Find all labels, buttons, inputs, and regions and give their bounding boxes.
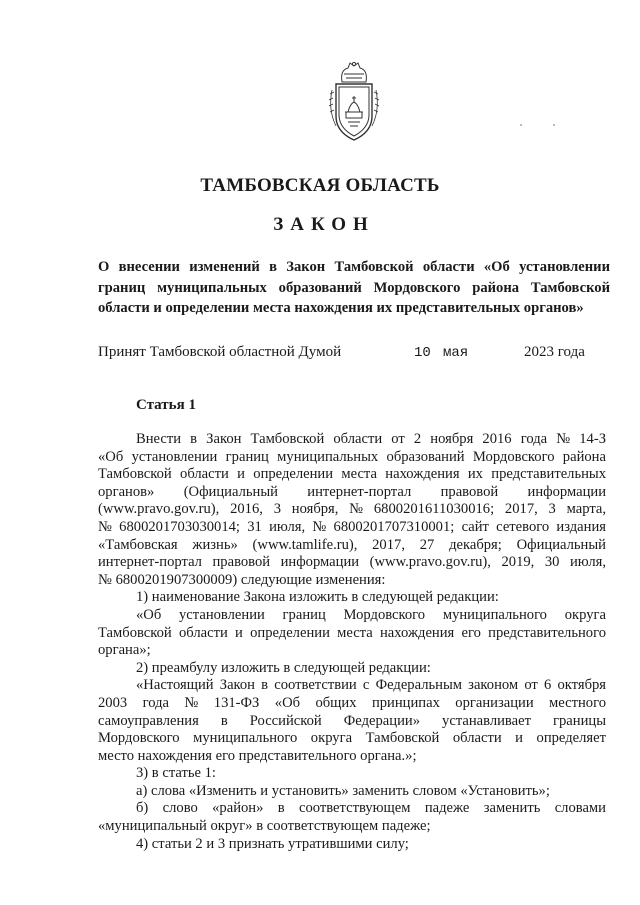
article-line: «Настоящий Закон в соответствии с Федеральным законом от 6 октября: [136, 677, 606, 694]
scan-speck: [520, 124, 522, 126]
scan-speck: [553, 124, 555, 126]
article-line: органов» (Официальный интернет-портал правовой информации: [98, 483, 607, 500]
article-line: место нахождения его представительного органа.»;: [98, 747, 417, 764]
tambov-coat-of-arms-icon: [326, 60, 382, 144]
article-line: «Об установлении границ Мордовского муниципального округа: [136, 606, 606, 623]
article-line: 4) статьи 2 и 3 признать утратившими силу;: [136, 835, 409, 852]
article-line: Тамбовской области и определении места нахождения его представительного: [98, 624, 607, 641]
article-line: 2003 года № 131-ФЗ «Об общих принципах организации местного: [98, 694, 607, 711]
coat-of-arms-icon: [326, 60, 382, 144]
article-line: «муниципальный округ» в соответствующем падеже;: [98, 818, 431, 835]
law-title-line: области и определении места нахождения их представительных органов»: [98, 300, 584, 316]
article-line: 3) в статье 1:: [136, 765, 216, 782]
article-line: № 6800201703030014; 31 июля, № 6800201707310001; сайт сетевого издания: [98, 518, 606, 535]
article-line: «Об установлении границ муниципальных образований Мордовского района: [98, 448, 606, 465]
adoption-month: мая: [443, 345, 469, 361]
article-line: а) слова «Изменить и установить» заменить словом «Установить»;: [136, 782, 550, 799]
article-line: 2) преамбулу изложить в следующей редакции:: [136, 659, 431, 676]
article-line: Тамбовской области и определении места нахождения их представительных: [98, 466, 607, 483]
document-type: ЗАКОН: [273, 214, 375, 235]
adoption-year: 2023 года: [524, 344, 585, 360]
article-line: Мордовского муниципального округа Тамбовской области и определяет: [98, 730, 606, 747]
law-title: [98, 257, 610, 319]
article-body: [98, 431, 606, 853]
region-name: ТАМБОВСКАЯ ОБЛАСТЬ: [200, 175, 440, 196]
article-line: (www.pravo.gov.ru), 2016, 3 ноября, № 6800201611030016; 2017, 3 марта,: [98, 501, 607, 518]
adopted-by: Принят Тамбовской областной Думой: [98, 344, 342, 360]
article-line: интернет-портал правовой информации (www.pravo.gov.ru), 2019, 30 июля,: [98, 554, 606, 571]
article-line: 1) наименование Закона изложить в следующей редакции:: [136, 589, 499, 606]
adoption-day: 10: [414, 345, 431, 361]
article-line: Внести в Закон Тамбовской области от 2 ноября 2016 года № 14-З: [136, 431, 607, 447]
article-line: «Тамбовская жизнь» (www.tamlife.ru), 2017, 27 декабря; Официальный: [98, 536, 606, 553]
article-line: органа»;: [98, 642, 151, 659]
article-line: б) слово «район» в соответствующем падеже заменить словами: [136, 800, 606, 817]
law-title-line: границ муниципальных образований Мордовского района Тамбовской: [98, 279, 610, 296]
law-title-line: О внесении изменений в Закон Тамбовской области «Об установлении: [98, 259, 610, 275]
article-title: Статья 1: [136, 397, 196, 413]
article-line: № 6800201907300009) следующие изменения:: [98, 571, 386, 588]
article-line: самоуправления в Российской Федерации» устанавливает границы: [98, 712, 607, 729]
